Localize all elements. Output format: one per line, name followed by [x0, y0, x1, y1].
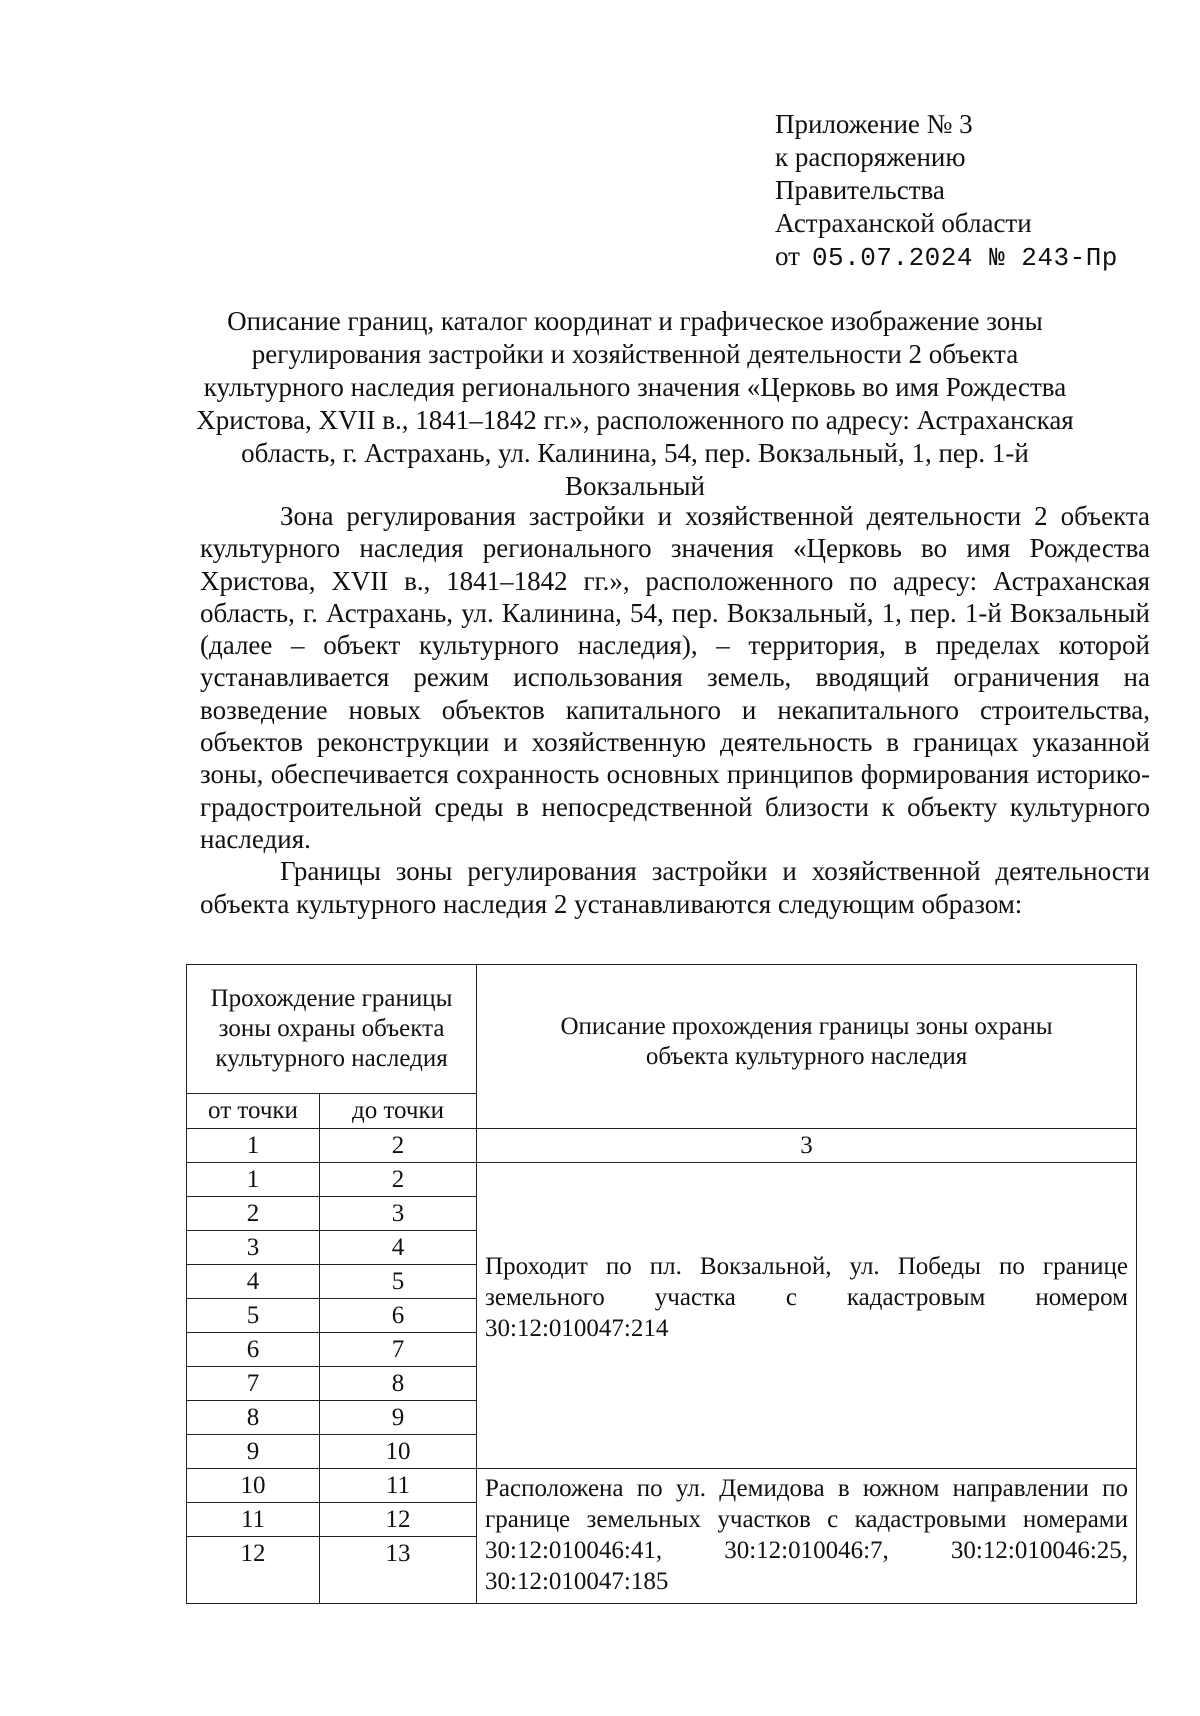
header-description: Описание прохождения границы зоны охраны объекта культурного наследия [477, 965, 1137, 1129]
boundary-description: Расположена по ул. Демидова в южном направлении по границе земельных участков с кадастровыми номерами 30:12:010046:41, 30:12:010046:7, 30:12:010046:25, 30:12:010047:185 [477, 1469, 1137, 1604]
paragraph: Границы зоны регулирования застройки и хозяйственной деятельности объекта культурного наследия 2 устанавливаются следующим образом: [200, 856, 1150, 919]
cell-to: 13 [320, 1537, 477, 1604]
paragraph: Зона регулирования застройки и хозяйственной деятельности 2 объекта культурного наследия регионального значения «Церковь во имя Рождества Христова, XVII в., 1841–1842 гг.», расположенного по адресу: Астраханская область, г. Астрахань, ул. Калинина, 54, пер. Вокзальный, 1, пер. 1-й Вокзальный (далее – объект культурного наследия), – территория, в пределах которой устанавливается режим использования земель, вводящий ограничения на возведение новых объектов капитального и некапитального строительства, объектов реконструкции и хозяйственную деятельность в границах указанной зоны, обеспечивается сохранность основных принципов формирования историко-градостроительной среды в непосредственной близости к объекту культурного наследия. [200, 501, 1150, 854]
cell-to: 11 [320, 1469, 477, 1503]
cell-to: 10 [320, 1435, 477, 1469]
cell-from: 2 [187, 1197, 320, 1231]
cell-from: 6 [187, 1333, 320, 1367]
date-number-stamp: 05.07.2024 № 243-Пр [811, 243, 1118, 273]
header-to-point: до точки [320, 1094, 477, 1129]
appendix-date-line [775, 240, 1118, 275]
column-number: 1 [187, 1129, 320, 1163]
cell-from: 9 [187, 1435, 320, 1469]
body-text [200, 500, 1150, 920]
header-from-point: от точки [187, 1094, 320, 1129]
appendix-line-2: к распоряжению [775, 142, 966, 172]
cell-to: 5 [320, 1265, 477, 1299]
cell-from: 12 [187, 1537, 320, 1604]
document-title: Описание границ, каталог координат и графическое изображение зоны регулирования застройки и хозяйственной деятельности 2 объекта культурного наследия регионального значения «Церковь во имя Рождества Христова, XVII в., 1841–1842 гг.», расположенного по адресу: Астраханская область, г. Астрахань, ул. Калинина, 54, пер. Вокзальный, 1, пер. 1-й Вокзальный [196, 306, 1074, 501]
cell-from: 3 [187, 1231, 320, 1265]
cell-to: 4 [320, 1231, 477, 1265]
cell-from: 7 [187, 1367, 320, 1401]
appendix-line-3: Правительства [775, 175, 945, 205]
cell-to: 2 [320, 1163, 477, 1197]
header-passage: Прохождение границы зоны охраны объекта культурного наследия [187, 965, 477, 1094]
cell-to: 12 [320, 1503, 477, 1537]
appendix-line-4: Астраханской области [775, 208, 1032, 238]
cell-to: 7 [320, 1333, 477, 1367]
cell-from: 11 [187, 1503, 320, 1537]
column-number: 3 [477, 1129, 1137, 1163]
cell-to: 3 [320, 1197, 477, 1231]
boundary-table [186, 964, 1137, 1604]
cell-to: 8 [320, 1367, 477, 1401]
boundary-description: Проходит по пл. Вокзальной, ул. Победы по границе земельного участка с кадастровым номером 30:12:010047:214 [477, 1163, 1137, 1469]
cell-from: 1 [187, 1163, 320, 1197]
cell-from: 5 [187, 1299, 320, 1333]
appendix-header [775, 108, 1118, 275]
cell-from: 8 [187, 1401, 320, 1435]
cell-to: 9 [320, 1401, 477, 1435]
cell-to: 6 [320, 1299, 477, 1333]
appendix-line-1: Приложение № 3 [775, 109, 973, 139]
date-prefix: от [775, 241, 800, 271]
cell-from: 4 [187, 1265, 320, 1299]
column-number: 2 [320, 1129, 477, 1163]
cell-from: 10 [187, 1469, 320, 1503]
